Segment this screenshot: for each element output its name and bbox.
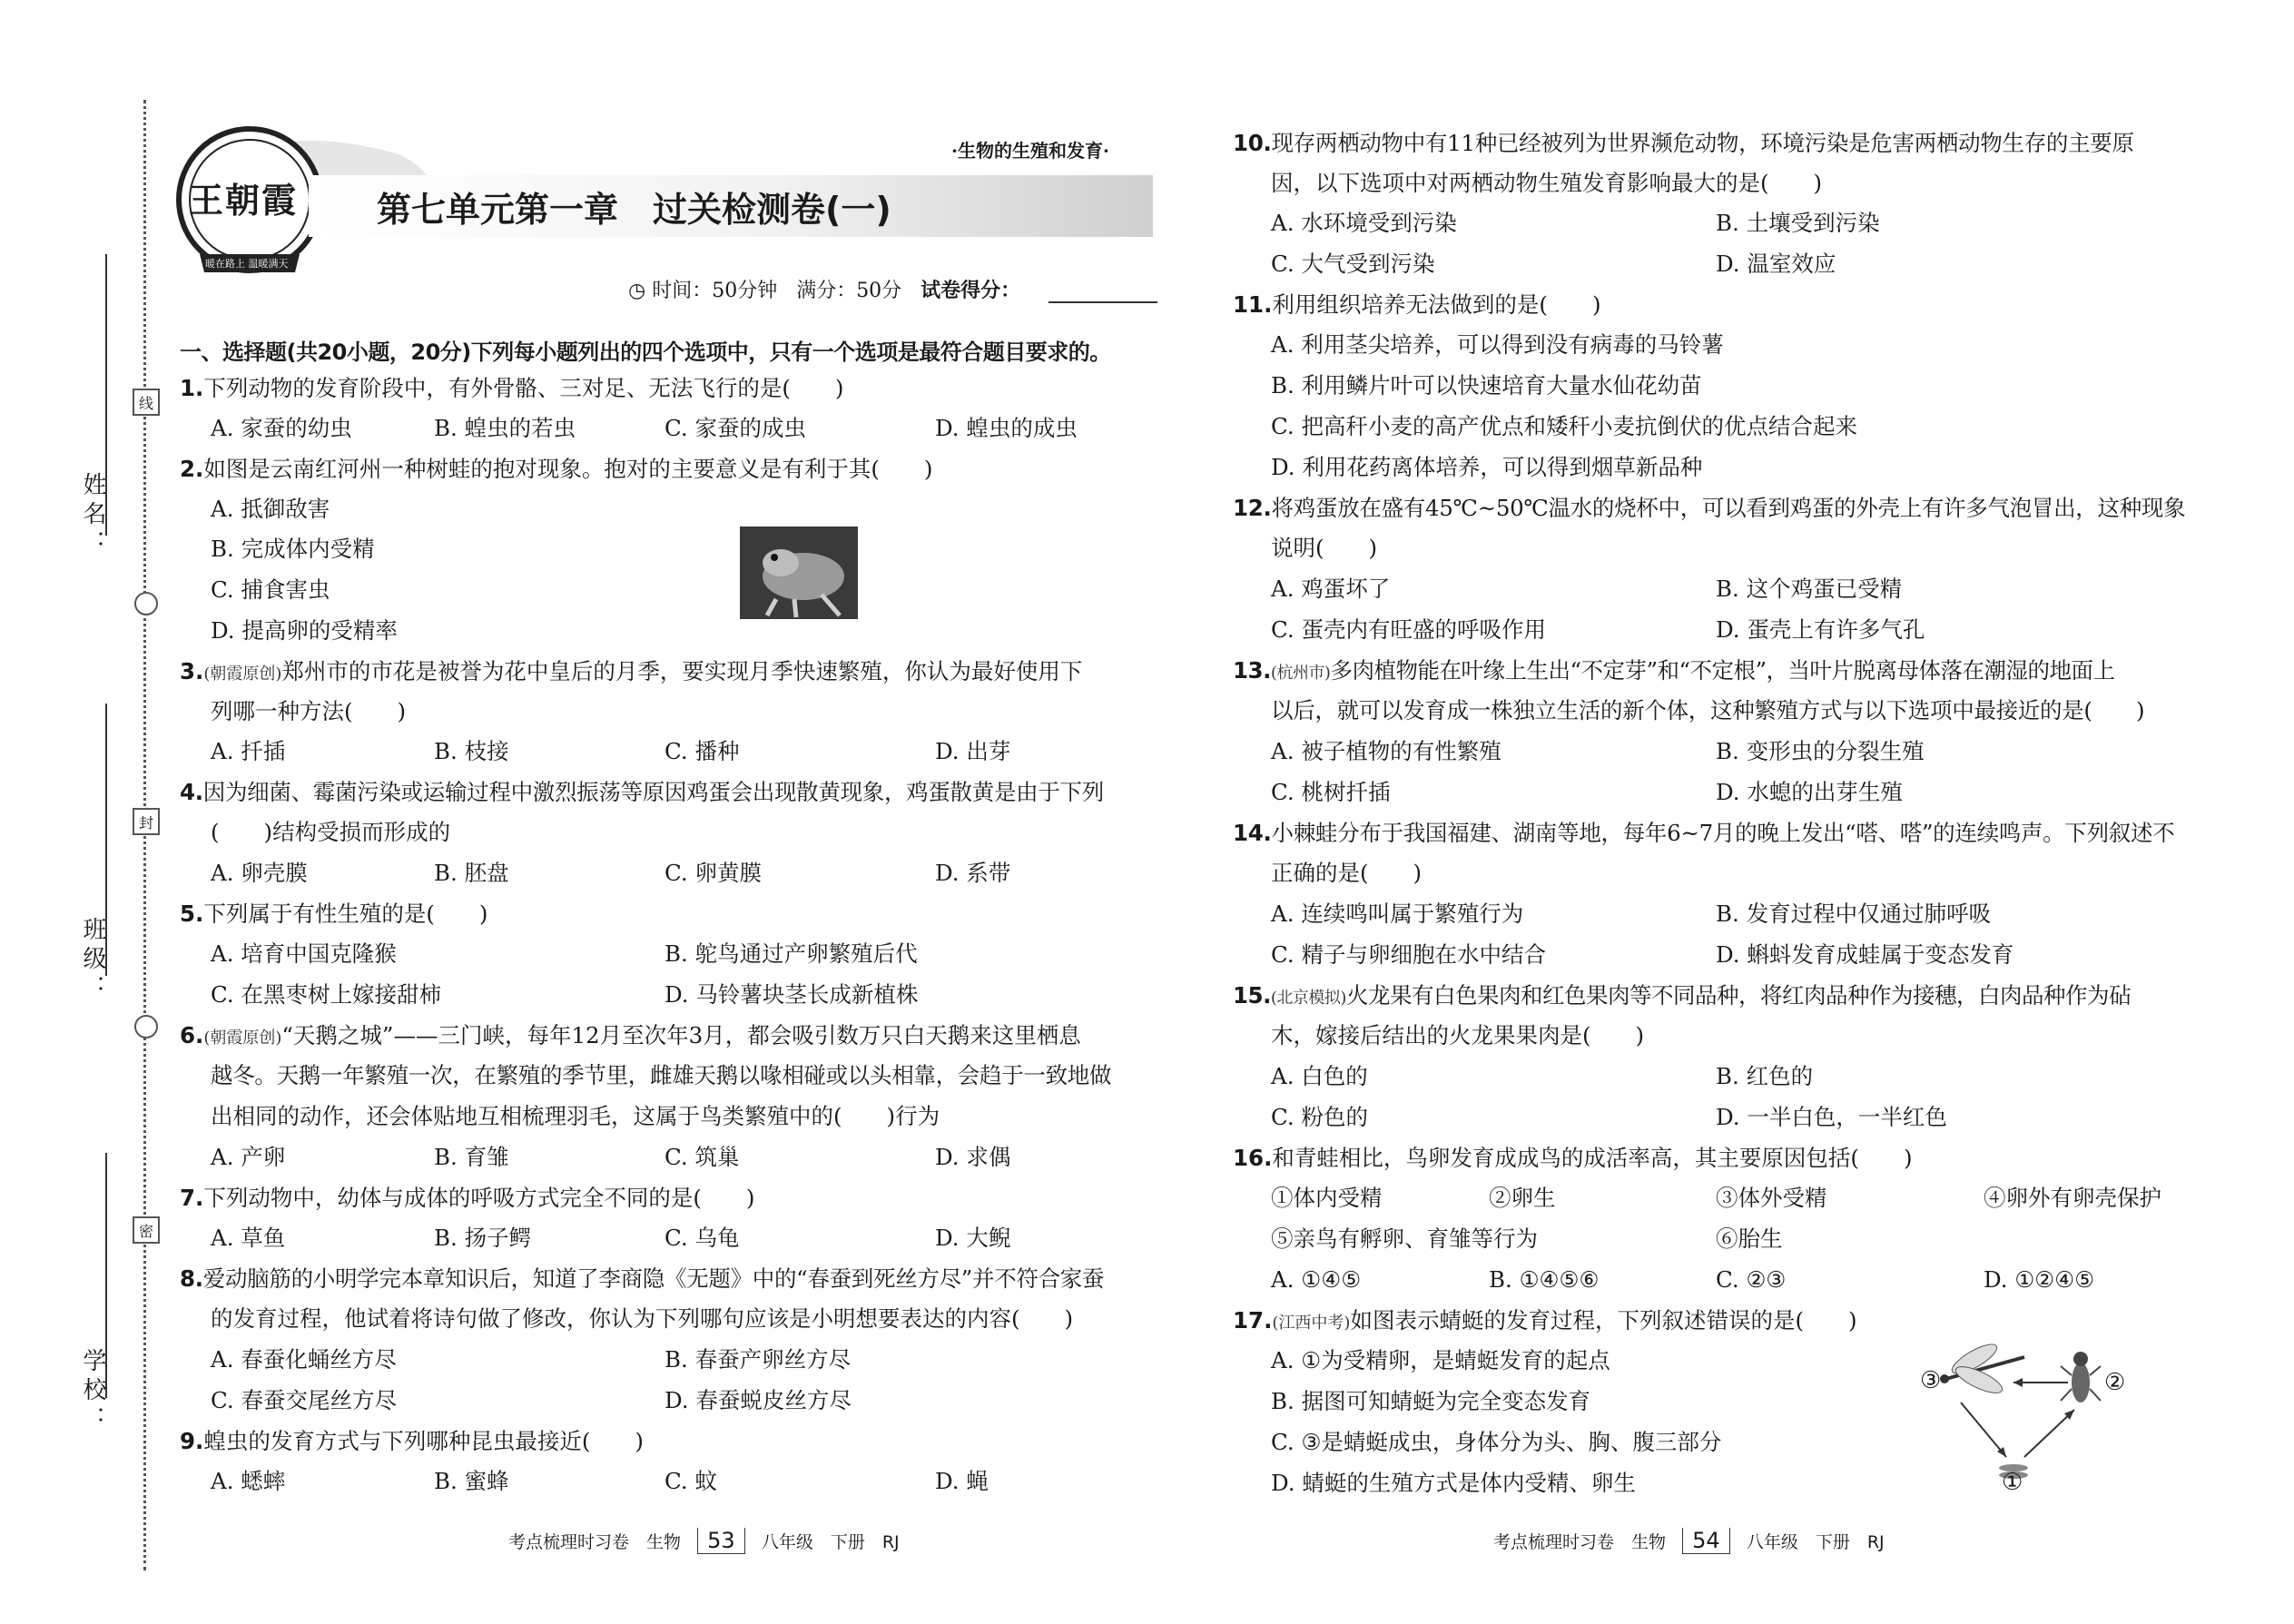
- option-c[interactable]: C. 粉色的: [1271, 1104, 1368, 1130]
- option-a[interactable]: A. 培育中国克隆猴: [211, 940, 397, 967]
- question-13: 13.(杭州市)多肉植物能在叶缘上生出“不定芽”和“不定根”，当叶片脱离母体落在潮湿的地面上: [1233, 657, 2115, 684]
- option-d[interactable]: D. 出芽: [935, 738, 1011, 764]
- question-15: 15.(北京模拟)火龙果有白色果肉和红色果肉等不同品种，将红肉品种作为接穗，白肉品种作为砧: [1233, 982, 2131, 1009]
- question-4-cont: ( )结构受损而形成的: [211, 819, 451, 845]
- option-c[interactable]: C. 家蚕的成虫: [665, 415, 806, 441]
- question-12: 12.将鸡蛋放在盛有45℃~50℃温水的烧杯中，可以看到鸡蛋的外壳上有许多气泡冒出，这种现象: [1233, 495, 2186, 521]
- option-a[interactable]: A. 白色的: [1271, 1063, 1368, 1089]
- option-b[interactable]: B. 据图可知蜻蜓为完全变态发育: [1271, 1388, 1591, 1414]
- option-d[interactable]: D. 马铃薯块茎长成新植株: [665, 981, 919, 1008]
- option-a[interactable]: A. 连续鸣叫属于繁殖行为: [1271, 901, 1524, 927]
- option-d[interactable]: D. 温室效应: [1716, 251, 1836, 277]
- question-11: 11.利用组织培养无法做到的是( ): [1233, 291, 1601, 318]
- option-b[interactable]: B. 育雏: [434, 1144, 509, 1170]
- section-heading: 一、选择题(共20小题，20分)下列每小题列出的四个选项中，只有一个选项是最符合题目要求的。: [180, 340, 1111, 365]
- option-b[interactable]: B. 鸵鸟通过产卵繁殖后代: [665, 940, 918, 967]
- exam-info: [628, 275, 1020, 303]
- option-a[interactable]: A. 春蚕化蛹丝方尽: [211, 1346, 397, 1373]
- option-c[interactable]: C. 把高秆小麦的高产优点和矮秆小麦抗倒伏的优点结合起来: [1271, 413, 1857, 439]
- option-b[interactable]: B. 春蚕产卵丝方尽: [665, 1346, 852, 1373]
- question-2: 2.如图是云南红河州一种树蛙的抱对现象。抱对的主要意义是有利于其( ): [180, 456, 933, 482]
- option-b[interactable]: B. 枝接: [434, 738, 509, 764]
- question-8: 8.爱动脑筋的小明学完本章知识后，知道了李商隐《无题》中的“春蚕到死丝方尽”并不符合家蚕: [180, 1265, 1105, 1292]
- question-8-cont: 的发育过程，他试着将诗句做了修改，你认为下列哪句应该是小明想要表达的内容( ): [211, 1305, 1074, 1332]
- option-b[interactable]: B. 胚盘: [434, 860, 509, 886]
- question-3: 3.(朝霞原创)郑州市的市花是被誉为花中皇后的月季，要实现月季快速繁殖，你认为最好使用下: [180, 658, 1083, 684]
- question-12-cont: 说明( ): [1271, 535, 1378, 561]
- option-b[interactable]: B. 变形虫的分裂生殖: [1716, 738, 1925, 764]
- option-b[interactable]: B. 这个鸡蛋已受精: [1716, 576, 1903, 602]
- option-c[interactable]: C. 蛋壳内有旺盛的呼吸作用: [1271, 616, 1546, 643]
- question-3-cont: 列哪一种方法( ): [211, 698, 407, 724]
- option-c[interactable]: C. 卵黄膜: [665, 860, 762, 886]
- question-4: 4.因为细菌、霉菌污染或运输过程中激烈振荡等原因鸡蛋会出现散黄现象，鸡蛋散黄是由于下列: [180, 779, 1104, 805]
- question-14: 14.小棘蛙分布于我国福建、湖南等地，每年6~7月的晚上发出“嗒、嗒”的连续鸣声。下列叙述不: [1233, 820, 2175, 846]
- option-c[interactable]: C. 大气受到污染: [1271, 251, 1435, 277]
- option-c[interactable]: C. 春蚕交尾丝方尽: [211, 1387, 397, 1413]
- option-a[interactable]: A. 扦插: [211, 738, 286, 764]
- option-a[interactable]: A. 卵壳膜: [211, 860, 308, 886]
- clock-icon: ◷: [628, 280, 646, 302]
- option-c[interactable]: C. 蚊: [665, 1468, 717, 1494]
- question-15-cont: 木，嫁接后结出的火龙果果肉是( ): [1271, 1022, 1645, 1048]
- option-a[interactable]: A. 利用茎尖培养，可以得到没有病毒的马铃薯: [1271, 331, 1724, 358]
- option-a[interactable]: A. 蟋蟀: [211, 1468, 286, 1494]
- class-field[interactable]: [105, 704, 107, 976]
- option-c[interactable]: C. 桃树扦插: [1271, 779, 1391, 805]
- option-c[interactable]: C. 播种: [665, 738, 740, 764]
- option-c[interactable]: C. 捕食害虫: [211, 576, 330, 603]
- option-b[interactable]: B. 土壤受到污染: [1716, 210, 1880, 236]
- score-label: 试卷得分：: [921, 279, 1021, 302]
- question-13-cont: 以后，就可以发育成一株独立生活的新个体，这种繁殖方式与以下选项中最接近的是( ): [1271, 697, 2145, 723]
- binding-hole: [134, 592, 158, 615]
- name-field[interactable]: [105, 254, 107, 536]
- statement-item: ①体内受精: [1271, 1185, 1383, 1211]
- question-6-cont: 越冬。天鹅一年繁殖一次，在繁殖的季节里，雌雄天鹅以喙相碰或以头相靠，会趋于一致地做: [211, 1062, 1112, 1088]
- subject-tag: ·生物的生殖和发育·: [951, 140, 1109, 162]
- page-title: 第七单元第一章 过关检测卷(一): [377, 190, 891, 230]
- seal-mark: 封: [133, 808, 160, 835]
- option-d[interactable]: D. 蝇: [935, 1468, 989, 1494]
- option-b[interactable]: B. 完成体内受精: [211, 536, 375, 562]
- school-label: 学校：: [79, 1348, 106, 1435]
- nymph-icon: [2061, 1352, 2101, 1403]
- statement-item: ③体外受精: [1716, 1185, 1827, 1211]
- question-6-cont: 出相同的动作，还会体贴地互相梳理羽毛，这属于鸟类繁殖中的( )行为: [211, 1103, 940, 1129]
- statement-item: ⑥胎生: [1716, 1225, 1783, 1252]
- diagram-label-3: ③: [1920, 1367, 1942, 1394]
- question-10: 10.现存两栖动物中有11种已经被列为世界濒危动物，环境污染是危害两栖动物生存的主要原: [1233, 130, 2134, 156]
- option-a[interactable]: A. ①为受精卵，是蜻蜓发育的起点: [1271, 1347, 1610, 1373]
- question-17: 17.(江西中考)如图表示蜻蜓的发育过程，下列叙述错误的是( ): [1233, 1307, 1857, 1334]
- page-number: 54: [1682, 1528, 1730, 1554]
- option-c[interactable]: C. ③是蜻蜓成虫，身体分为头、胸、腹三部分: [1271, 1429, 1722, 1455]
- option-d[interactable]: D. 利用花药离体培养，可以得到烟草新品种: [1271, 454, 1703, 480]
- option-a[interactable]: A. 草鱼: [211, 1225, 286, 1251]
- option-a[interactable]: A. ①④⑤: [1271, 1266, 1362, 1293]
- score-field[interactable]: [1049, 301, 1157, 303]
- option-a[interactable]: A. 产卵: [211, 1144, 286, 1170]
- option-b[interactable]: B. 利用鳞片叶可以快速培育大量水仙花幼苗: [1271, 372, 1702, 399]
- diagram-label-2: ②: [2104, 1369, 2126, 1396]
- option-c[interactable]: C. ②③: [1716, 1266, 1787, 1293]
- option-b[interactable]: B. 扬子鳄: [434, 1225, 532, 1251]
- statement-item: ⑤亲鸟有孵卵、育雏等行为: [1271, 1225, 1538, 1252]
- logo-name: 王朝霞: [189, 180, 299, 221]
- option-d[interactable]: D. 大鲵: [935, 1225, 1011, 1251]
- tree-frog-photo: [740, 527, 858, 619]
- binding-hole: [134, 1015, 158, 1038]
- logo-motto: 暖在路上 温暖满天: [205, 258, 289, 270]
- option-d[interactable]: D. 蛋壳上有许多气孔: [1716, 616, 1925, 643]
- option-a[interactable]: A. 水环境受到污染: [1271, 210, 1457, 236]
- class-label: 班级：: [79, 917, 106, 1004]
- option-d[interactable]: D. 蜻蜓的生殖方式是体内受精、卵生: [1271, 1470, 1636, 1496]
- option-d[interactable]: D. 一半白色，一半红色: [1716, 1104, 1947, 1130]
- option-b[interactable]: B. 蝗虫的若虫: [434, 415, 576, 441]
- seal-mark: 密: [133, 1216, 160, 1244]
- option-c[interactable]: C. 乌龟: [665, 1225, 740, 1251]
- footer-grade: 八年级 下册 RJ: [761, 1532, 900, 1552]
- school-field[interactable]: [105, 1153, 107, 1398]
- option-d[interactable]: D. 蝌蚪发育成蛙属于变态发育: [1716, 941, 2014, 968]
- time-limit: 时间：50分钟: [652, 280, 778, 302]
- question-7: 7.下列动物中，幼体与成体的呼吸方式完全不同的是( ): [180, 1185, 755, 1211]
- question-5: 5.下列属于有性生殖的是( ): [180, 901, 488, 927]
- footer-series: 考点梳理时习卷 生物: [1493, 1532, 1667, 1552]
- dragonfly-adult-icon: [1940, 1339, 2024, 1398]
- full-score: 满分：50分: [796, 280, 902, 302]
- option-d[interactable]: D. 水螅的出芽生殖: [1716, 779, 1903, 805]
- option-a[interactable]: A. 被子植物的有性繁殖: [1271, 738, 1501, 764]
- footer-right: [1493, 1528, 1885, 1554]
- statement-item: ④卵外有卵壳保护: [1984, 1185, 2161, 1211]
- footer-left: [508, 1528, 900, 1554]
- question-14-cont: 正确的是( ): [1271, 860, 1423, 886]
- option-b[interactable]: B. ①④⑤⑥: [1489, 1266, 1600, 1293]
- option-d[interactable]: D. 求偶: [935, 1144, 1011, 1170]
- option-d[interactable]: D. 系带: [935, 860, 1011, 886]
- option-b[interactable]: B. 发育过程中仅通过肺呼吸: [1716, 901, 1992, 927]
- question-10-cont: 因，以下选项中对两栖动物生殖发育影响最大的是( ): [1271, 170, 1823, 196]
- option-a[interactable]: A. 家蚕的幼虫: [211, 415, 352, 441]
- question-6: 6.(朝霞原创)“天鹅之城”——三门峡，每年12月至次年3月，都会吸引数万只白天鹅来这里栖息: [180, 1022, 1081, 1048]
- option-d[interactable]: D. 提高卵的受精率: [211, 617, 398, 644]
- option-c[interactable]: C. 在黑枣树上嫁接甜柿: [211, 981, 441, 1008]
- statement-item: ②卵生: [1489, 1185, 1556, 1211]
- option-d[interactable]: D. 蝗虫的成虫: [935, 415, 1078, 441]
- diagram-label-1: ①: [2002, 1469, 2023, 1496]
- question-1: 1.下列动物的发育阶段中，有外骨骼、三对足、无法飞行的是( ): [180, 375, 844, 401]
- option-c[interactable]: C. 筑巢: [665, 1144, 740, 1170]
- option-a[interactable]: A. 鸡蛋坏了: [1271, 576, 1391, 602]
- option-b[interactable]: B. 蜜蜂: [434, 1468, 509, 1494]
- seal-mark: 线: [133, 389, 160, 416]
- option-c[interactable]: C. 精子与卵细胞在水中结合: [1271, 941, 1546, 968]
- question-9: 9.蝗虫的发育方式与下列哪种昆虫最接近( ): [180, 1428, 644, 1454]
- option-a[interactable]: A. 抵御敌害: [211, 496, 330, 522]
- footer-series: 考点梳理时习卷 生物: [508, 1532, 682, 1552]
- option-b[interactable]: B. 红色的: [1716, 1063, 1814, 1089]
- question-16: 16.和青蛙相比，鸟卵发育成成鸟的成活率高，其主要原因包括( ): [1233, 1145, 1913, 1171]
- name-label: 姓名：: [79, 472, 106, 559]
- binding-dotted-line: [143, 100, 146, 1570]
- footer-grade: 八年级 下册 RJ: [1746, 1532, 1885, 1552]
- option-d[interactable]: D. 春蚕蜕皮丝方尽: [665, 1387, 852, 1413]
- option-d[interactable]: D. ①②④⑤: [1984, 1266, 2095, 1293]
- page-number: 53: [697, 1528, 745, 1554]
